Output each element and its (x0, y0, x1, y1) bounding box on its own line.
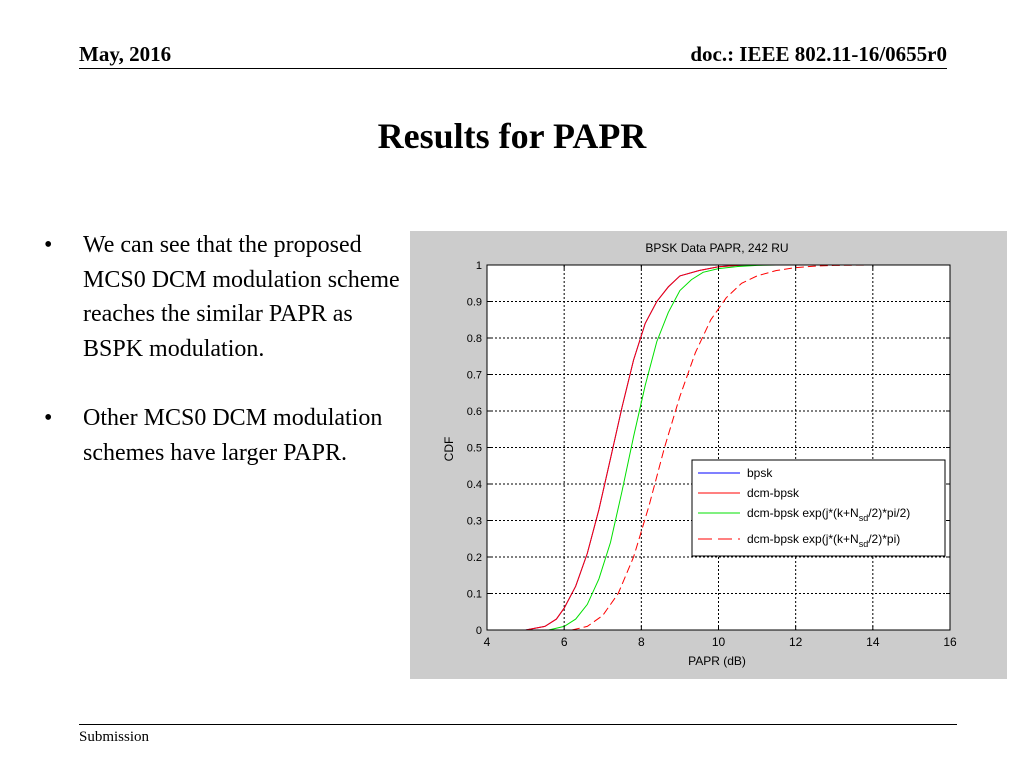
y-tick-label: 0.4 (466, 479, 482, 491)
bullet-dot-icon: • (44, 232, 53, 258)
chart-ylabel: CDF (442, 436, 456, 462)
legend-label-2: dcm-bpsk $\exp(j*(k+N_{sd}/2)*pi/2)$ (747, 506, 911, 523)
y-tick-label: 1 (475, 260, 482, 272)
y-tick-label: 0.9 (466, 296, 482, 309)
y-tick-label: 0.2 (466, 552, 482, 564)
bullet-text: Other MCS0 DCM modulation schemes have larger PAPR. (83, 405, 383, 466)
header-doc-id: doc.: IEEE 802.11-16/0655r0 (690, 42, 947, 66)
x-tick-label: 16 (943, 635, 957, 649)
x-tick-label: 6 (560, 635, 568, 649)
bullet-item (40, 228, 410, 366)
chart-title: BPSK Data PAPR, 242 RU (645, 241, 789, 255)
footer-rule (79, 724, 957, 725)
y-tick-label: 0 (475, 625, 482, 637)
legend-label-0: bpsk (747, 466, 773, 480)
slide-title: Results for PAPR (377, 116, 647, 156)
papr-cdf-chart (410, 231, 1007, 679)
y-tick-label: 0.8 (466, 333, 482, 345)
legend-label-3: dcm-bpsk $\exp(j*(k+N_{sd}/2)*pi)$ (747, 532, 901, 549)
x-tick-label: 12 (788, 635, 803, 649)
legend-label-1: dcm-bpsk (747, 486, 800, 500)
y-tick-label: 0.5 (466, 442, 482, 455)
chart-xlabel: PAPR (dB) (688, 654, 746, 668)
footer-label: Submission (79, 729, 150, 745)
y-tick-label: 0.1 (466, 588, 482, 601)
header-rule (79, 68, 947, 69)
bullet-item (40, 401, 410, 470)
chart-figure (410, 231, 1007, 679)
chart-legend (692, 460, 945, 556)
header-date: May, 2016 (79, 42, 172, 66)
y-tick-label: 0.6 (466, 406, 482, 418)
x-tick-label: 14 (866, 635, 880, 649)
bullet-dot-icon: • (44, 405, 53, 431)
bullet-list (40, 228, 410, 505)
x-tick-label: 8 (637, 635, 645, 649)
y-tick-label: 0.3 (466, 515, 482, 528)
x-tick-label: 4 (483, 635, 491, 649)
y-tick-label: 0.7 (466, 369, 482, 382)
bullet-text: We can see that the proposed MCS0 DCM modulation scheme reaches the similar PAPR as BSPK modulation. (83, 232, 400, 362)
x-tick-label: 10 (711, 635, 726, 649)
